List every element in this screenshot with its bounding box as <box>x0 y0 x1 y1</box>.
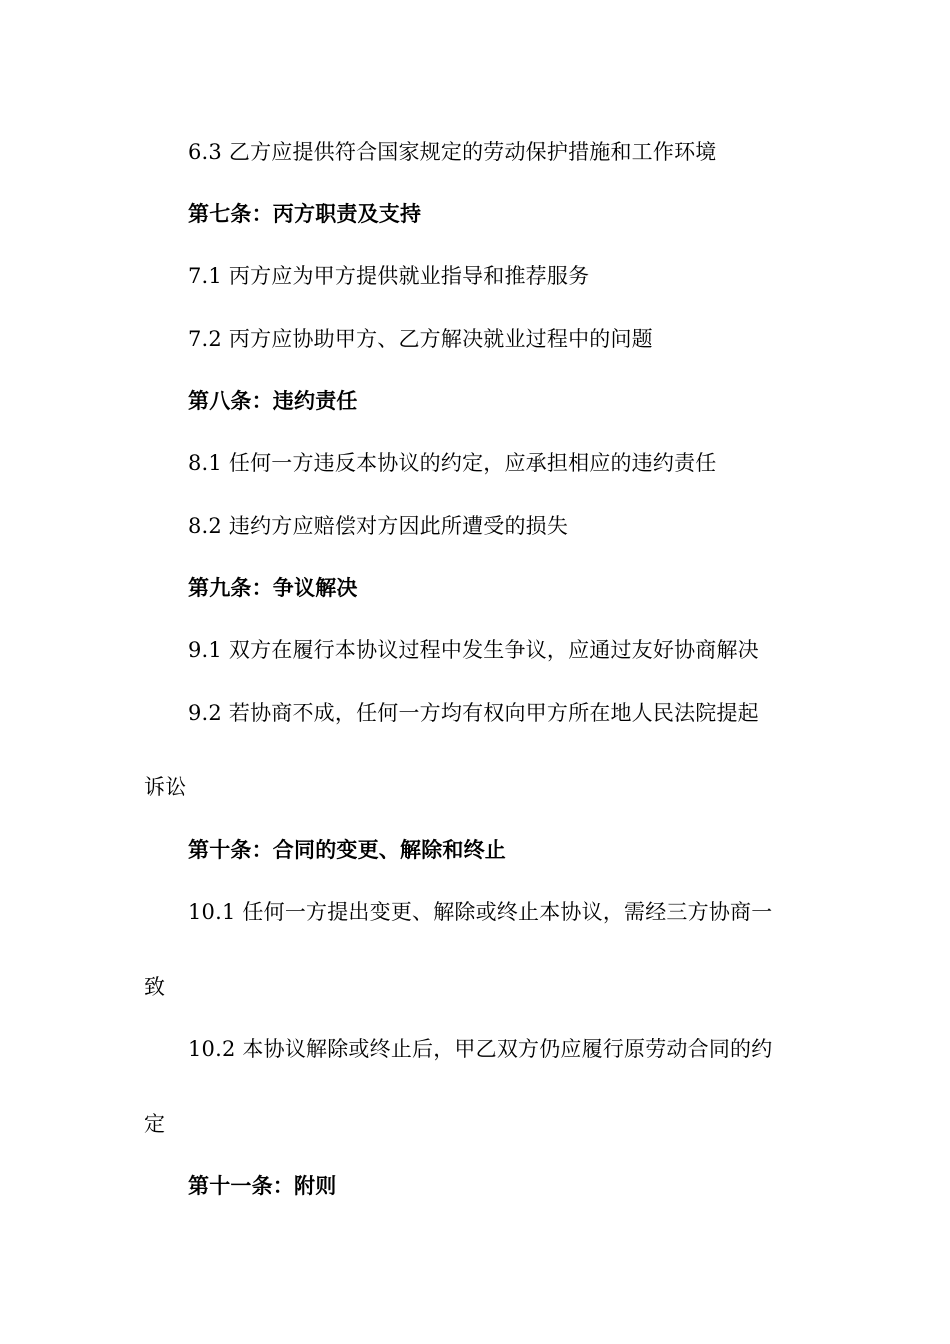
article-8-heading: 第八条：违约责任 <box>188 389 358 413</box>
article-9-heading: 第九条：争议解决 <box>188 576 358 600</box>
clause-10-1-continued: 致 <box>144 975 166 999</box>
article-7-heading: 第七条：丙方职责及支持 <box>188 202 422 226</box>
clause-9-2: 9.2 若协商不成，任何一方均有权向甲方所在地人民法院提起 <box>188 701 759 725</box>
article-10-heading: 第十条：合同的变更、解除和终止 <box>188 838 506 862</box>
clause-10-2-continued: 定 <box>144 1112 166 1136</box>
clause-8-1: 8.1 任何一方违反本协议的约定，应承担相应的违约责任 <box>188 451 717 475</box>
clause-10-2: 10.2 本协议解除或终止后，甲乙双方仍应履行原劳动合同的约 <box>188 1037 773 1061</box>
clause-10-1: 10.1 任何一方提出变更、解除或终止本协议，需经三方协商一 <box>188 900 773 924</box>
article-11-heading: 第十一条：附则 <box>188 1174 337 1198</box>
clause-9-2-continued: 诉讼 <box>144 775 187 799</box>
clause-8-2: 8.2 违约方应赔偿对方因此所遭受的损失 <box>188 514 569 538</box>
clause-7-2: 7.2 丙方应协助甲方、乙方解决就业过程中的问题 <box>188 327 653 351</box>
clause-6-3: 6.3 乙方应提供符合国家规定的劳动保护措施和工作环境 <box>188 140 717 164</box>
clause-9-1: 9.1 双方在履行本协议过程中发生争议，应通过友好协商解决 <box>188 638 759 662</box>
clause-7-1: 7.1 丙方应为甲方提供就业指导和推荐服务 <box>188 264 590 288</box>
